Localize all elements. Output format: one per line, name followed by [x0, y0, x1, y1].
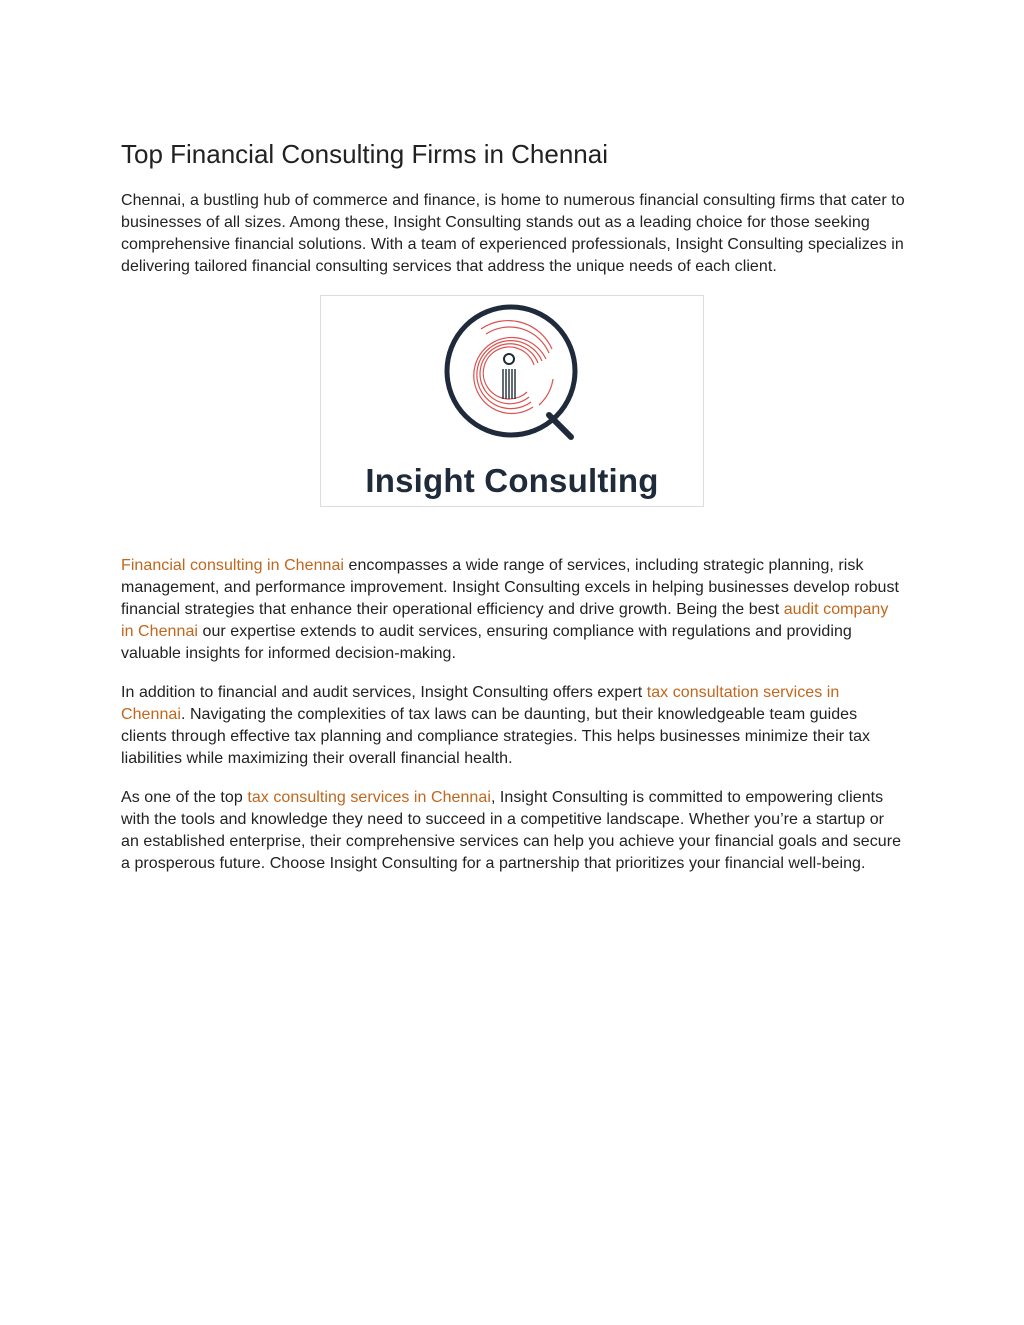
- tax-text-1: In addition to financial and audit services, Insight Consulting offers expert: [121, 684, 647, 701]
- page-title: Top Financial Consulting Firms in Chennai: [121, 139, 609, 169]
- audit-company-link[interactable]: audit company in Chennai: [121, 601, 889, 640]
- company-logo: [320, 295, 704, 507]
- intro-paragraph: Chennai, a bustling hub of commerce and finance, is home to numerous financial consulting firms that cater to businesses of all sizes. Among these, Insight Consulting stands out as a leading choice for those seeking comprehensive financial solutions. With a team of experienced professionals, Insight Consulting specializes in delivering tailored financial consulting services that address the unique needs of each client.: [121, 192, 905, 275]
- tax-consulting-link[interactable]: tax consulting services in Chennai: [247, 789, 491, 806]
- services-text-1: encompasses a wide range of services, including strategic planning, risk management, and performance improvement. Insight Consulting excels in helping businesses develop robust financial strategies that enhance their operational efficiency and drive growth. Being the best: [121, 557, 900, 618]
- tax-text-2: . Navigating the complexities of tax laws can be daunting, but their knowledgeable team guides clients through effective tax planning and compliance strategies. This helps businesses minimize their tax liabilities while maximizing their overall financial health.: [121, 706, 871, 767]
- closing-text-1: As one of the top: [121, 789, 248, 806]
- article: [121, 136, 905, 892]
- tax-consultation-link[interactable]: tax consultation services in Chennai: [121, 684, 840, 723]
- services-paragraph: [121, 555, 905, 665]
- logo-wordmark: Insight Consulting: [365, 462, 659, 499]
- services-text-2: our expertise extends to audit services, ensuring compliance with regulations and providing valuable insights for informed decision-making.: [121, 623, 852, 662]
- tax-paragraph: [121, 682, 905, 770]
- magnifier-icon: [431, 301, 593, 461]
- closing-paragraph: [121, 787, 905, 875]
- spacer: [121, 507, 905, 555]
- financial-consulting-link[interactable]: Financial consulting in Chennai: [121, 557, 345, 574]
- closing-text-2: , Insight Consulting is committed to empowering clients with the tools and knowledge they need to succeed in a competitive landscape. Whether you’re a startup or an established enterprise, their comprehensive services can help you achieve your financial goals and secure a prosperous future. Choose Insight Consulting for a partnership that prioritizes your financial well-being.: [121, 789, 902, 872]
